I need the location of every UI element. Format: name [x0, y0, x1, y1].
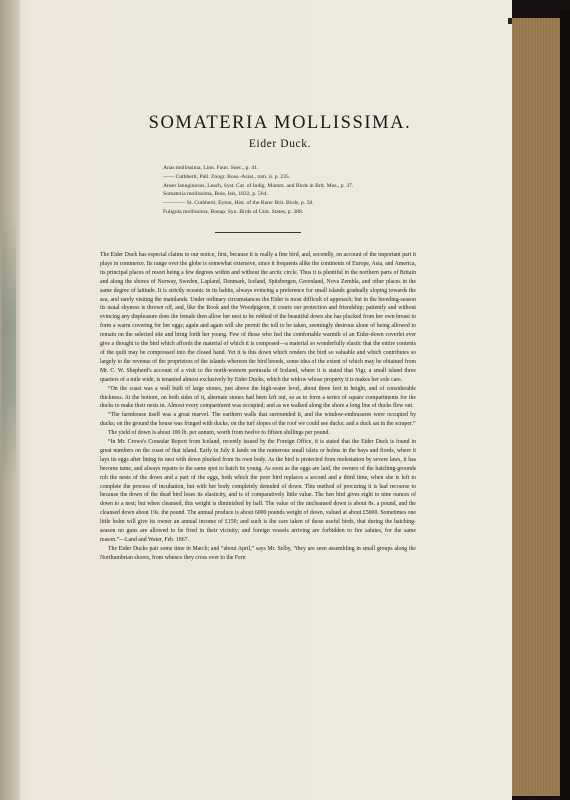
section-divider [215, 232, 301, 233]
paragraph: “On the coast was a wall built of large stones, just above the high-water level, about three feet in height, and of considerable thickness. At the bottom, on both sides of it, alternate stones had been left out, so as to form a series of square compartments for the ducks to make their nests in. Almost every compartment was occupied; and as we walked along the shore a long line of ducks flew out. [100, 385, 416, 410]
body-text [100, 251, 416, 563]
synonym-line: —— Cuthberti, Pall. Zoogr. Ross.-Asiat., tom. ii. p. 235. [163, 173, 291, 180]
paragraph: The Eider Duck has especial claims to our notice, first, because it is really a fine bird, and, secondly, on account of the important part it plays in commerce. Its range over the globe is somewhat extensive, since it frequents alike the continents of Europe, Asia, and America, its principal places of resort being a few degrees within and without the arctic circle. Thus it is plentiful in the northern parts of Britain and along the shores of Norway, Sweden, Lapland, Denmark, Iceland, Spitsbergen, Greenland, Nova Zembla, and other places in the same degree of latitude. It is strictly oceanic in its habits, always evincing a preference for small islands gradually sloping towards the sea, and rarely visiting the mainlands. Under ordinary circumstances the Eider is most difficult of approach; but in the breeding-season its usual shyness is thrown off, and, like the Rook and the Woodpigeon, it courts our protection and friendship; patiently and without evincing any displeasure does the female then allow her nest to be robbed of the beautiful down she has plucked from her own breast to form a warm covering for her eggs; again and again will she permit the toll to be taken, seemingly desirous alone of being allowed to remain on the selected site and bring forth her young. Few of those who feel the comfortable warmth of an Eider-down coverlet ever give a thought to the bird which affords the material of which it is composed—a material so wonderfully elastic that the entire contents of the quilt may be compressed into the closed hand. Yet it is this down which renders the bird so valuable and which contributes so largely to the revenue of the proprietors of the islands whereon the bird breeds, some idea of the extent of which may be obtained from Mr. C. W. Shepherd's account of a visit to the north-western peninsula of Iceland, where it is stated that Vigr, a small island three quarters of a mile wide, is tenanted almost exclusively by Eider Ducks, which the widow whose property it is makes her sole care. [100, 252, 416, 383]
synonym-line: Fuligula mollissima, Bonap. Syn. Birds of Unit. States, p. 388. [163, 208, 304, 215]
paragraph: The yield of down is about 100 lb. per annum, worth from twelve to fifteen shillings per pound. [108, 430, 330, 437]
synonym-line: Somateria mollissima, Boie, Isis, 1822, p. 564. [163, 191, 268, 198]
synonym-line: ———— St. Cuthberti, Eyton, Hist. of the Rarer Brit. Birds, p. 58. [163, 200, 314, 207]
paragraph: “In Mr. Crowe's Consular Report from Iceland, recently issued by the Foreign Office, it is stated that the Eider Duck is found in great numbers on the coast of that island. Early in July it lands on the numerous small islets or holms in the bays and fiords, where it lays its eggs after lining its nest with down plucked from its own body. As the bird is protected from molestation by severe laws, it has become tame, and always repairs to the same spot to hatch its young. As soon as the eggs are laid, the owners of the hatching-grounds rob the nests of the down and a part of the eggs, both which the poor bird replaces a second and a third time, when she is left to complete the process of incubation, but with her body completely denuded of down. This method of procuring it is had recourse to because the down of the dead bird loses its elasticity, and is of comparatively little value. The hen bird gives eight to nine ounces of down to a nest; but when cleansed, this weight is diminished by half. The value of the uncleansed down is about 8s. a pound, and the cleansed down about 19s. the pound. The annual produce is about 6000 pounds weight of down, valued at about £5000. Sometimes one little holm will give its owner an annual income of £150; and such is the care taken of these useful birds, that during the hatching-season no guns are allowed to be fired in their vicinity; and foreign vessels arriving are forbidden to fire salutes, for the same reason.”—Land and Water, Feb. 1867. [100, 439, 416, 543]
facing-plate-show-through [2, 210, 16, 490]
synonymy-list [163, 164, 493, 217]
synonym-line: Anas mollissima, Linn. Faun. Suec., p. 41. [163, 165, 259, 171]
synonym-line: Anser lanuginosus, Leach, Syst. Cat. of Indig. Mamm. and Birds in Brit. Mus., p. 37. [163, 182, 354, 189]
book-cover-edge [560, 10, 570, 800]
page-title: SOMATERIA MOLLISSIMA. [148, 113, 412, 133]
paragraph: “The farmhouse itself was a great marvel. The earthern walls that surrounded it, and the window-embrasures were occupied by ducks; on the ground the house was fringed with ducks; on the turf slopes of the roof we could see ducks; and a duck sat in the scraper.” [100, 412, 416, 428]
paragraph: The Eider Ducks pair some time in March; and “about April,” says Mr. Selby, “they are seen assembling in small groups along the Northumbrian shores, from whence they cross over to the Fern [100, 545, 416, 561]
page-subtitle: Eider Duck. [248, 138, 312, 150]
book-fore-edge [512, 18, 562, 796]
